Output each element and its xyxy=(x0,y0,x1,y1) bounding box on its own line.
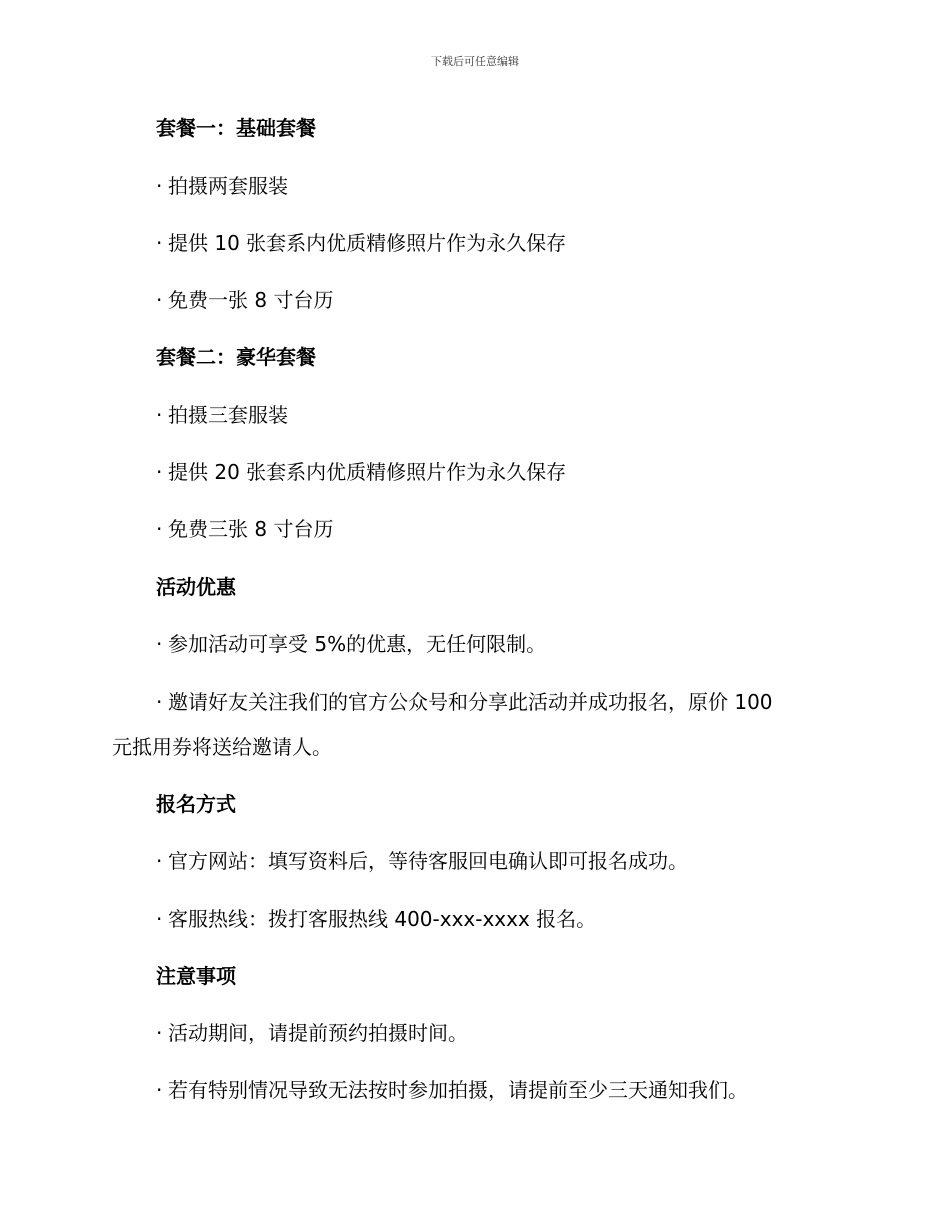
list-item xyxy=(156,689,773,715)
list-item-text: 提供 20 张套系内优质精修照片作为永久保存 xyxy=(168,460,567,484)
list-item-text: 邀请好友关注我们的官方公众号和分享此活动并成功报名，原价 100 xyxy=(168,690,773,714)
list-item-text: 提供 10 张套系内优质精修照片作为永久保存 xyxy=(168,231,567,255)
bullet-mark: · xyxy=(156,460,163,484)
bullet-mark: · xyxy=(156,690,163,714)
list-item-text: 参加活动可享受 5%的优惠，无任何限制。 xyxy=(168,632,547,656)
list-item xyxy=(156,287,333,313)
bullet-mark: · xyxy=(156,174,163,198)
list-item xyxy=(156,848,688,874)
bullet-mark: · xyxy=(156,1078,163,1102)
list-item-text: 官方网站：填写资料后，等待客服回电确认即可报名成功。 xyxy=(168,849,688,873)
list-item-text: 免费三张 8 寸台历 xyxy=(168,517,334,541)
bullet-mark: · xyxy=(156,632,163,656)
bullet-mark: · xyxy=(156,288,163,312)
bullet-mark: · xyxy=(156,231,163,255)
list-item xyxy=(156,402,288,428)
list-item xyxy=(156,173,288,199)
section-title-deluxe: 套餐二：豪华套餐 xyxy=(156,345,316,369)
list-item-text: 拍摄两套服装 xyxy=(168,174,288,198)
bullet-mark: · xyxy=(156,517,163,541)
list-item-text: 若有特别情况导致无法按时参加拍摄，请提前至少三天通知我们。 xyxy=(168,1078,748,1102)
list-item xyxy=(156,230,566,256)
page-header: 下载后可任意编辑 xyxy=(431,55,519,68)
bullet-mark: · xyxy=(156,1021,163,1045)
list-item xyxy=(156,906,596,932)
list-item-text: 活动期间，请提前预约拍摄时间。 xyxy=(168,1021,468,1045)
list-item-text: 客服热线：拨打客服热线 400-xxx-xxxx 报名。 xyxy=(168,907,597,931)
list-item-continuation: 元抵用券将送给邀请人。 xyxy=(112,735,332,759)
list-item xyxy=(156,631,546,657)
list-item xyxy=(156,1077,748,1103)
bullet-mark: · xyxy=(156,907,163,931)
section-title-notes: 注意事项 xyxy=(156,964,236,988)
bullet-mark: · xyxy=(156,849,163,873)
list-item-text: 免费一张 8 寸台历 xyxy=(168,288,334,312)
section-title-basic: 套餐一：基础套餐 xyxy=(156,116,316,140)
section-title-promo: 活动优惠 xyxy=(156,575,236,599)
bullet-mark: · xyxy=(156,403,163,427)
list-item xyxy=(156,1020,468,1046)
list-item-text: 拍摄三套服装 xyxy=(168,403,288,427)
section-title-signup: 报名方式 xyxy=(156,792,236,816)
list-item xyxy=(156,459,566,485)
list-item xyxy=(156,516,333,542)
